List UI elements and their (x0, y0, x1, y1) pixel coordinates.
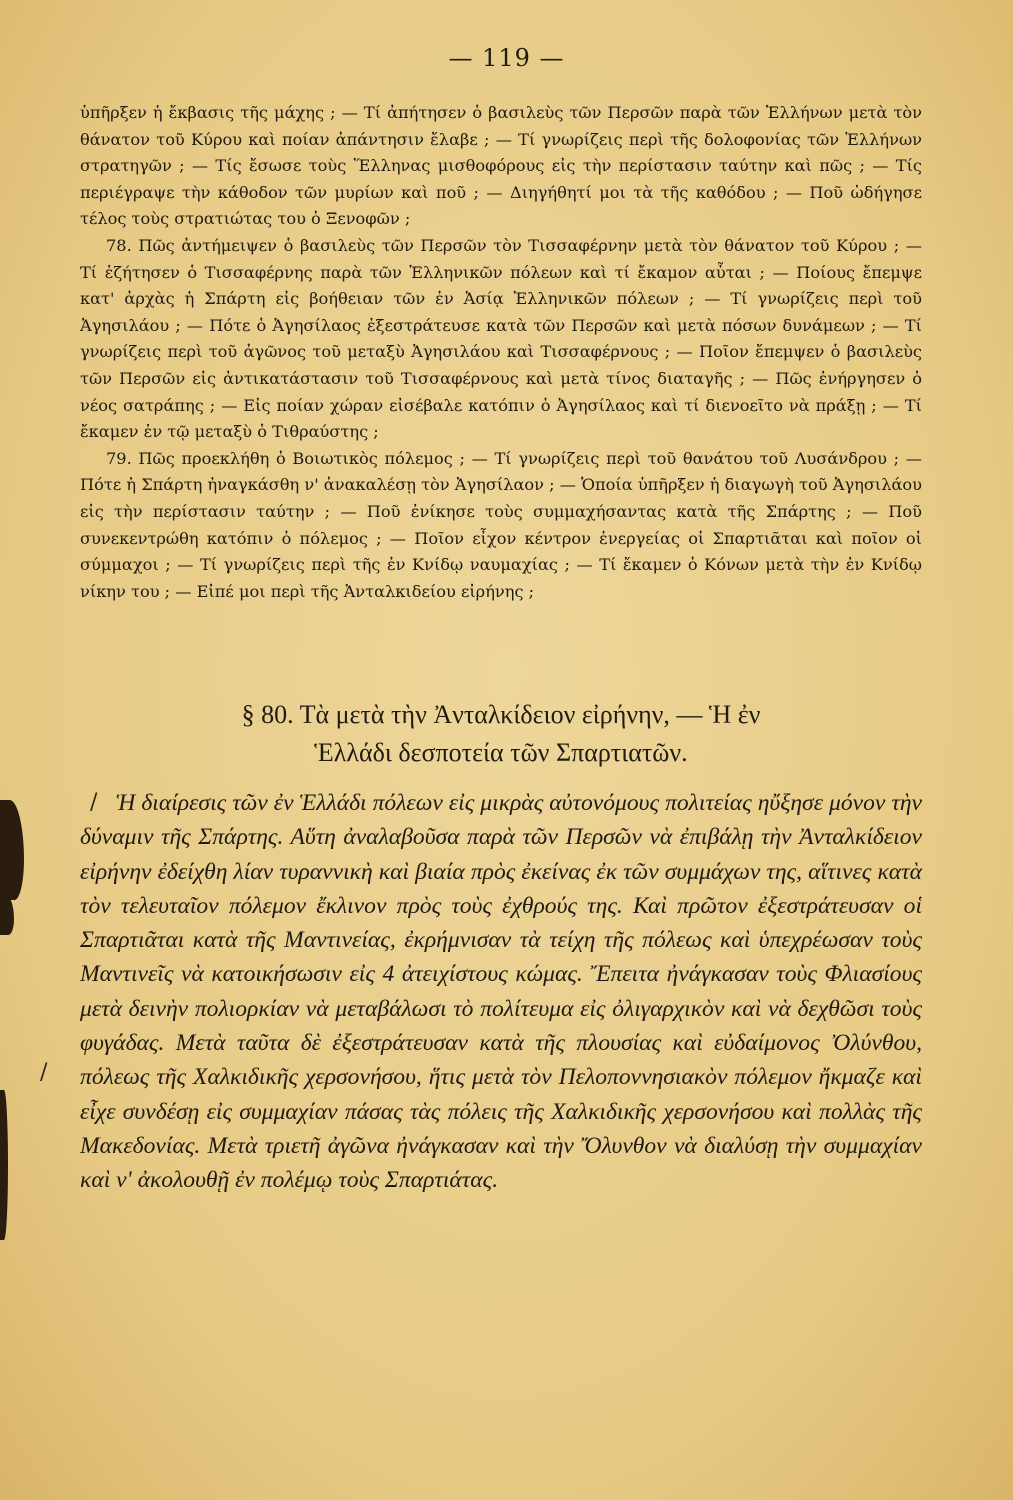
torn-edge (0, 895, 14, 935)
body-paragraph: Ἡ διαίρεσις τῶν ἐν Ἑλλάδι πόλεων εἰς μικρὰς αὐτονόμους πολιτείας ηὔξησε μόνον τὴν δύναμιν τῆς Σπάρτης. Αὕτη ἀναλαβοῦσα παρὰ τῶν Περσῶν νὰ ἐπιβάλῃ τὴν Ἀνταλκίδειον εἰρήνην ἐδείχθη λίαν τυραννικὴ καὶ βιαία πρὸς ἐκείνας ἐκ τῶν συμμάχων της, αἵτινες κατὰ τὸν τελευταῖον πόλεμον ἔκλινον πρὸς τοὺς ἐχθρούς της. Καὶ πρῶτον ἐξεστράτευσαν οἱ Σπαρτιᾶται κατὰ τῆς Μαντινείας, ἐκρήμνισαν τὰ τείχη τῆς πόλεως καὶ ὑπεχρέωσαν τοὺς Μαντινεῖς νὰ κατοικήσωσιν εἰς 4 ἀτειχίστους κώμας. Ἔπειτα ἠνάγκασαν τοὺς Φλιασίους μετὰ δεινὴν πολιορκίαν νὰ μεταβάλωσι τὸ πολίτευμα εἰς ὀλιγαρχικὸν καὶ νὰ δεχθῶσι τοὺς φυγάδας. Μετὰ ταῦτα δὲ ἐξεστράτευσαν κατὰ τῆς πλουσίας καὶ εὐδαίμονος Ὀλύνθου, πόλεως τῆς Χαλκιδικῆς χερσονήσου, ἥτις μετὰ τὸν Πελοποννησιακὸν πόλεμον ἤκμαζε καὶ εἶχε συνδέσῃ εἰς συμμαχίαν πάσας τὰς πόλεις τῆς Χαλκιδικῆς χερσονήσου καὶ πολλὰς τῆς Μακεδονίας. Μετὰ τριετῆ ἀγῶνα ἠνάγκασαν καὶ τὴν Ὄλυνθον νὰ διαλύσῃ τὴν συμμαχίαν καὶ ν' ἀκολουθῇ ἐν πολέμῳ τοὺς Σπαρτιάτας. (80, 790, 922, 1194)
section-heading (80, 696, 922, 772)
torn-edge (0, 1090, 8, 1240)
torn-edge (0, 800, 24, 900)
margin-mark: / (90, 790, 98, 815)
question-block: ὑπῆρξεν ἡ ἔκβασις τῆς μάχης ; — Τί ἀπήτησεν ὁ βασιλεὺς τῶν Περσῶν παρὰ τῶν Ἑλλήνων μετὰ τὸν θάνατον τοῦ Κύρου καὶ ποίαν ἀπάντησιν ἔλαβε ; — Τί γνωρίζεις περὶ τῆς δολοφονίας τῶν Ἑλλήνων στρατηγῶν ; — Τίς ἔσωσε τοὺς Ἕλληνας μισθοφόρους εἰς τὴν περίστασιν ταύτην καὶ πῶς ; — Τίς περιέγραψε τὴν κάθοδον τῶν μυρίων καὶ ποῦ ; — Διηγήθητί μοι τὰ τῆς καθόδου ; — Ποῦ ὡδήγησε τέλος τοὺς στρατιώτας του ὁ Ξενοφῶν ; (80, 103, 922, 229)
review-questions (80, 100, 922, 605)
question-block: 78. Πῶς ἀντήμειψεν ὁ βασιλεὺς τῶν Περσῶν τὸν Τισσαφέρνην μετὰ τὸν θάνατον τοῦ Κύρου ; — Τί ἐζήτησεν ὁ Τισσαφέρνης παρὰ τῶν Ἑλληνικῶν πόλεων καὶ τί ἔκαμον αὗται ; — Ποίους ἔπεμψε κατ' ἀρχὰς ἡ Σπάρτη εἰς βοήθειαν τῶν ἐν Ἀσίᾳ Ἑλληνικῶν πόλεων ; — Τί γνωρίζεις περὶ τοῦ Ἀγησιλάου ; — Πότε ὁ Ἀγησίλαος ἐξεστράτευσε κατὰ τῶν Περσῶν καὶ μετὰ πόσων δυνάμεων ; — Τί γνωρίζεις περὶ τοῦ ἀγῶνος τοῦ μεταξὺ Ἀγησιλάου καὶ Τισσαφέρνους ; — Ποῖον ἔπεμψεν ὁ βασιλεὺς τῶν Περσῶν εἰς ἀντικατάστασιν τοῦ Τισσαφέρνους καὶ μετὰ τίνος διαταγῆς ; — Πῶς ἐνήργησεν ὁ νέος σατράπης ; — Εἰς ποίαν χώραν εἰσέβαλε κατόπιν ὁ Ἀγησίλαος καὶ τί διενοεῖτο νὰ πράξῃ ; — Τί ἔκαμεν ἐν τῷ μεταξὺ ὁ Τιθραύστης ; (80, 235, 922, 442)
margin-mark: / (40, 1060, 48, 1085)
question-block: 79. Πῶς προεκλήθη ὁ Βοιωτικὸς πόλεμος ; — Τί γνωρίζεις περὶ τοῦ θανάτου τοῦ Λυσάνδρου ; — Πότε ἡ Σπάρτη ἠναγκάσθη ν' ἀνακαλέσῃ τὸν Ἀγησίλαον ; — Ὁποία ὑπῆρξεν ἡ διαγωγὴ τοῦ Ἀγησιλάου εἰς τὴν περίστασιν ταύτην ; — Ποῦ ἐνίκησε τοὺς συμμαχήσαντας κατὰ τῆς Σπάρτης ; — Ποῦ συνεκεντρώθη κατόπιν ὁ πόλεμος ; — Ποῖον εἶχον κέντρον ἐνεργείας οἱ Σπαρτιᾶται καὶ ποῖον οἱ σύμμαχοι ; — Τί γνωρίζεις περὶ τῆς ἐν Κνίδῳ ναυμαχίας ; — Τί ἔκαμεν ὁ Κόνων μετὰ τὴν ἐν Κνίδῳ νίκην του ; — Εἰπέ μοι περὶ τῆς Ἀνταλκιδείου εἰρήνης ; (80, 448, 922, 601)
section-heading-line: Ἑλλάδι δεσποτεία τῶν Σπαρτιατῶν. (314, 738, 688, 767)
page-number: — 119 — (448, 44, 565, 72)
section-heading-line: § 80. Τὰ μετὰ τὴν Ἀνταλκίδειον εἰρήνην, — Ἡ ἐν (241, 700, 761, 729)
